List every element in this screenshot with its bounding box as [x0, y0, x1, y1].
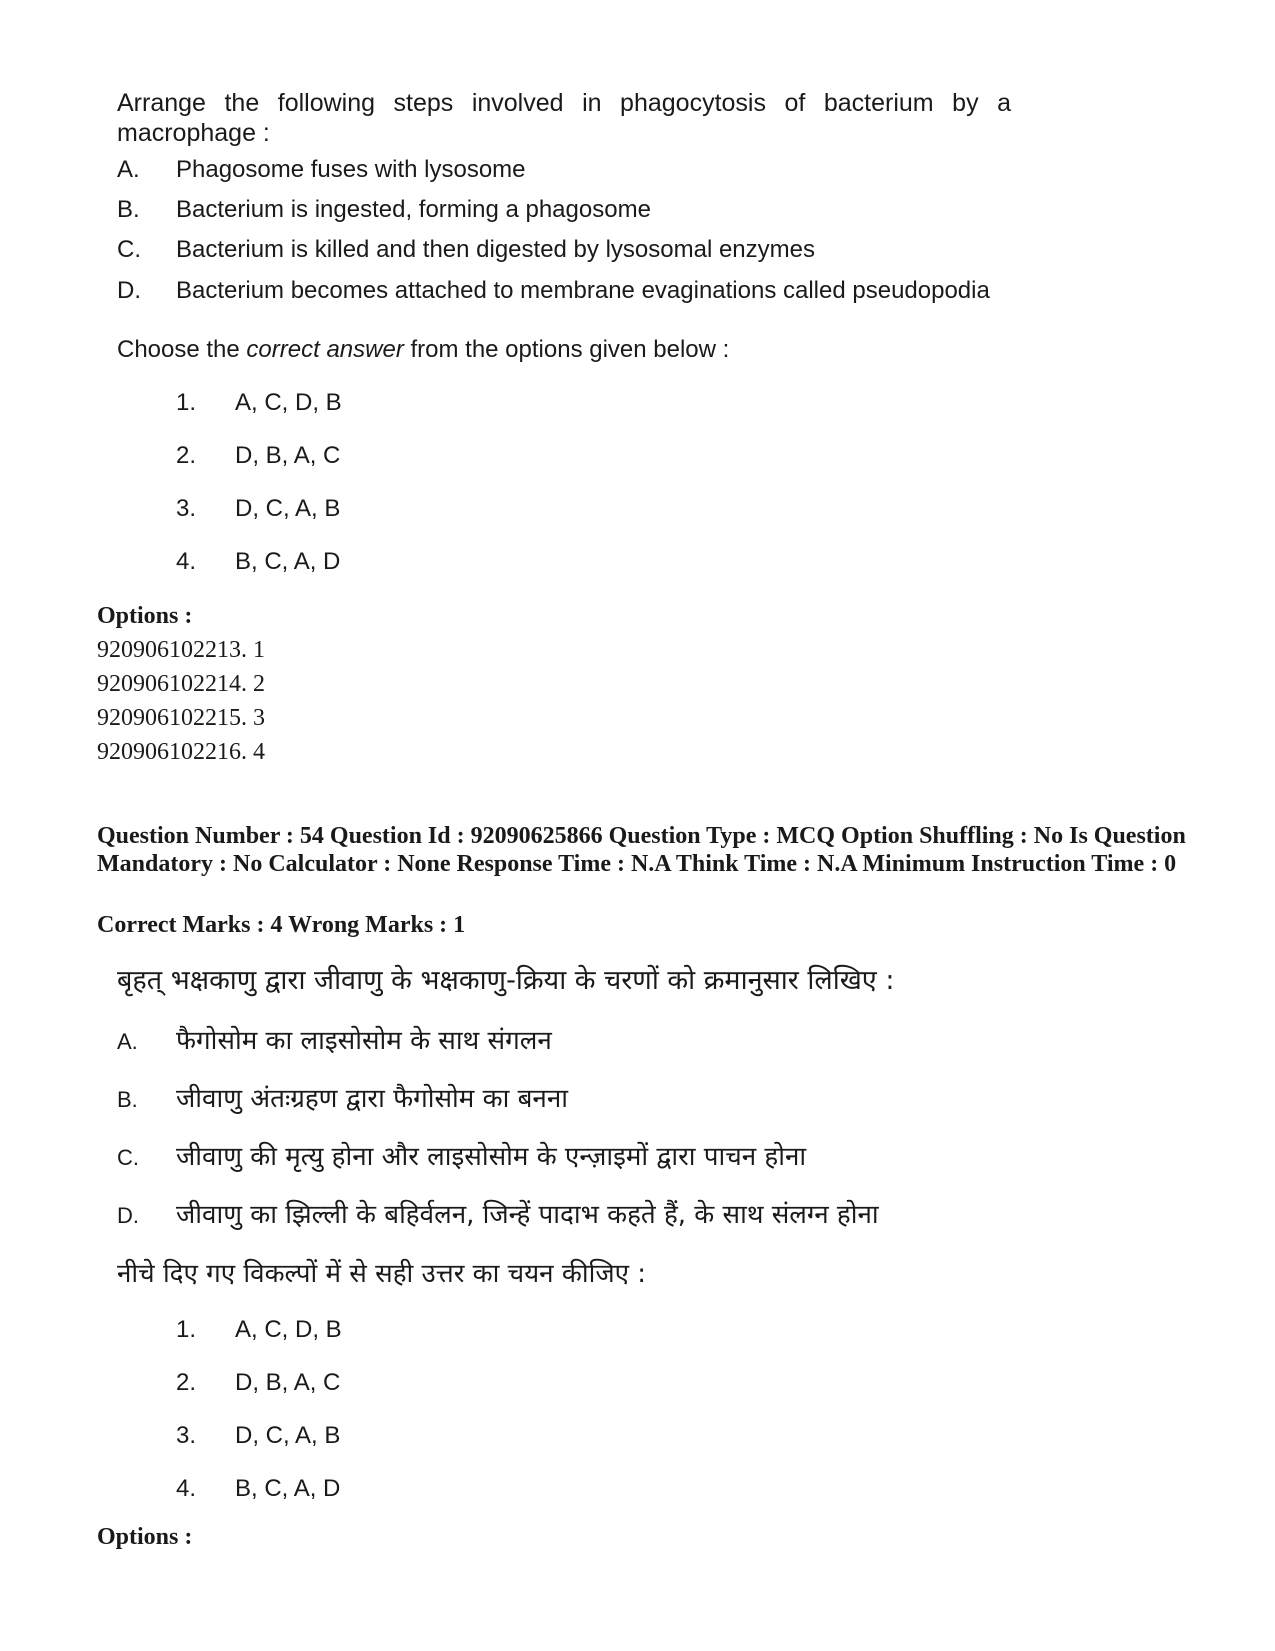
answer-text: A, C, D, B	[235, 389, 342, 416]
answer-text: D, B, A, C	[235, 1369, 341, 1396]
options-heading-2: Options :	[97, 1524, 193, 1550]
answer-choice-4-en	[176, 548, 340, 576]
question-meta: Question Number : 54 Question Id : 92090625866 Question Type : MCQ Option Shuffling : No Is Question Mandatory : No Calculator : None Response Time : N.A Think Time : N.A Minimum Instruction Time : 0	[97, 823, 1186, 877]
statement-text: जीवाणु का झिल्ली के बहिर्वलन, जिन्हें पादाभ कहते हैं, के साथ संलग्न होना	[176, 1200, 879, 1230]
answer-choice-3-en	[176, 495, 340, 523]
statement-d-hi	[117, 1195, 879, 1231]
statement-letter: A.	[117, 156, 140, 183]
statement-text: Bacterium becomes attached to membrane evaginations called pseudopodia	[176, 277, 990, 304]
answer-choice-2-en	[176, 442, 340, 470]
statement-c-en	[117, 236, 815, 264]
statement-text: Phagosome fuses with lysosome	[176, 156, 526, 183]
statement-letter: B.	[117, 196, 140, 223]
answer-choice-1-hi	[176, 1316, 342, 1344]
option-id-line: 920906102214. 2	[97, 671, 265, 697]
answer-text: D, B, A, C	[235, 442, 341, 469]
choose-emphasis: correct answer	[246, 336, 404, 363]
statement-c-hi	[117, 1137, 806, 1173]
answer-number: 3.	[176, 495, 197, 522]
answer-number: 2.	[176, 442, 197, 469]
answer-text: D, C, A, B	[235, 495, 341, 522]
option-id-line: 920906102215. 3	[97, 705, 265, 731]
statement-letter: C.	[117, 1145, 139, 1170]
statement-text: फैगोसोम का लाइसोसोम के साथ संगलन	[176, 1026, 552, 1056]
option-id-line: 920906102213. 1	[97, 637, 265, 663]
options-heading: Options :	[97, 603, 193, 629]
choose-suffix: from the options given below :	[403, 336, 730, 363]
statement-a-en	[117, 156, 526, 184]
statement-d-en	[117, 277, 990, 305]
statement-text: जीवाणु की मृत्यु होना और लाइसोसोम के एन्ज़ाइमों द्वारा पाचन होना	[176, 1142, 807, 1172]
answer-text: B, C, A, D	[235, 548, 341, 575]
statement-b-hi	[117, 1079, 568, 1115]
statement-text: Bacterium is killed and then digested by lysosomal enzymes	[176, 236, 815, 263]
statement-a-hi	[117, 1021, 552, 1057]
statement-letter: C.	[117, 236, 141, 263]
answer-number: 1.	[176, 389, 197, 416]
answer-text: D, C, A, B	[235, 1422, 341, 1449]
choose-prefix: Choose the	[117, 336, 247, 363]
answer-choice-1-en	[176, 389, 342, 417]
choose-instruction-hi: नीचे दिए गए विकल्पों में से सही उत्तर का चयन कीजिए :	[117, 1259, 647, 1289]
answer-number: 1.	[176, 1316, 197, 1343]
answer-number: 4.	[176, 1475, 197, 1502]
answer-text: A, C, D, B	[235, 1316, 342, 1343]
option-id-line: 920906102216. 4	[97, 739, 265, 765]
statement-letter: D.	[117, 1203, 139, 1228]
answer-number: 2.	[176, 1369, 197, 1396]
statement-text: Bacterium is ingested, forming a phagosome	[176, 196, 651, 223]
statement-text: जीवाणु अंतःग्रहण द्वारा फैगोसोम का बनना	[176, 1084, 569, 1114]
question-intro-en: Arrange the following steps involved in phagocytosis of bacterium by a macrophage :	[117, 89, 1011, 147]
answer-text: B, C, A, D	[235, 1475, 341, 1502]
marks-line: Correct Marks : 4 Wrong Marks : 1	[97, 912, 466, 938]
statement-b-en	[117, 196, 651, 224]
answer-choice-3-hi	[176, 1422, 340, 1450]
choose-instruction-en	[117, 336, 729, 364]
statement-letter: D.	[117, 277, 141, 304]
answer-number: 3.	[176, 1422, 197, 1449]
answer-number: 4.	[176, 548, 197, 575]
answer-choice-2-hi	[176, 1369, 340, 1397]
question-intro-hi: बृहत् भक्षकाणु द्वारा जीवाणु के भक्षकाणु-क्रिया के चरणों को क्रमानुसार लिखिए :	[117, 965, 895, 996]
statement-letter: B.	[117, 1087, 138, 1112]
statement-letter: A.	[117, 1029, 138, 1054]
answer-choice-4-hi	[176, 1475, 340, 1503]
